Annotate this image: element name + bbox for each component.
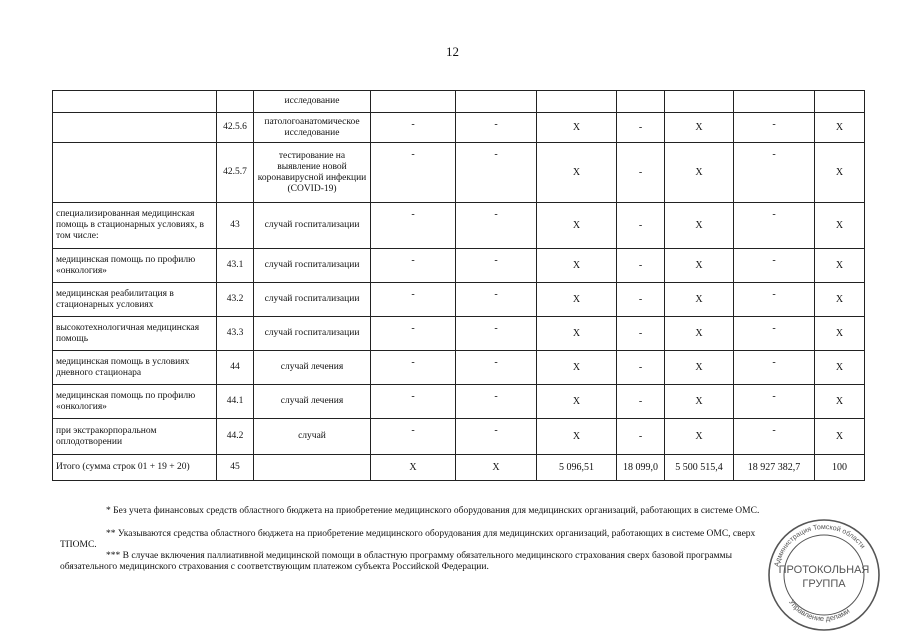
table-row bbox=[53, 249, 865, 283]
value-cell: - bbox=[734, 249, 815, 283]
value-cell: - bbox=[734, 143, 815, 203]
row-name-cell: медицинская помощь в условиях дневного стационара bbox=[53, 351, 217, 385]
value-cell: 18 927 382,7 bbox=[734, 455, 815, 481]
value-cell: - bbox=[371, 283, 456, 317]
value-cell: - bbox=[371, 143, 456, 203]
value-cell: - bbox=[734, 283, 815, 317]
value-cell: - bbox=[617, 113, 665, 143]
value-cell: - bbox=[371, 249, 456, 283]
value-cell: X bbox=[665, 419, 734, 455]
value-cell: X bbox=[665, 317, 734, 351]
value-cell: X bbox=[537, 283, 617, 317]
row-code-cell: 44.2 bbox=[217, 419, 254, 455]
value-cell: - bbox=[456, 351, 537, 385]
row-code-cell: 43 bbox=[217, 203, 254, 249]
value-cell: - bbox=[371, 317, 456, 351]
value-cell: - bbox=[371, 385, 456, 419]
value-cell: - bbox=[734, 113, 815, 143]
svg-text:Управление делами bbox=[787, 598, 851, 623]
protocol-stamp bbox=[760, 515, 888, 633]
stamp-top-text: Администрация Томской области bbox=[773, 523, 866, 568]
value-cell: X bbox=[537, 351, 617, 385]
svg-text:Администрация Томской области bbox=[774, 524, 866, 568]
value-cell: - bbox=[371, 351, 456, 385]
footnote-2: ** Указываются средства областного бюджета на приобретение медицинского оборудования для медицинских организаций, работающих в системе ОМС, сверх bbox=[106, 529, 756, 539]
table-row bbox=[53, 419, 865, 455]
value-cell: X bbox=[371, 455, 456, 481]
row-unit-cell: случай bbox=[254, 419, 371, 455]
value-cell: 5 500 515,4 bbox=[665, 455, 734, 481]
value-cell: - bbox=[617, 419, 665, 455]
stamp-center-line-2: ГРУППА bbox=[802, 578, 846, 590]
row-name-cell: медицинская реабилитация в стационарных условиях bbox=[53, 283, 217, 317]
value-cell: X bbox=[537, 249, 617, 283]
data-table bbox=[52, 90, 865, 481]
footnotes bbox=[60, 506, 848, 573]
row-name-cell: специализированная медицинская помощь в стационарных условиях, в том числе: bbox=[53, 203, 217, 249]
row-code-cell: 44 bbox=[217, 351, 254, 385]
value-cell: X bbox=[815, 419, 865, 455]
value-cell bbox=[734, 91, 815, 113]
row-unit-cell: патологоанатомическое исследование bbox=[254, 113, 371, 143]
value-cell: - bbox=[617, 143, 665, 203]
value-cell: - bbox=[456, 249, 537, 283]
row-unit-cell: исследование bbox=[254, 91, 371, 113]
value-cell: X bbox=[815, 351, 865, 385]
row-name-cell: Итого (сумма строк 01 + 19 + 20) bbox=[53, 455, 217, 481]
row-code-cell: 42.5.7 bbox=[217, 143, 254, 203]
value-cell: X bbox=[665, 113, 734, 143]
row-unit-cell: случай госпитализации bbox=[254, 249, 371, 283]
value-cell: - bbox=[371, 419, 456, 455]
value-cell: - bbox=[456, 419, 537, 455]
value-cell: - bbox=[617, 283, 665, 317]
table-row bbox=[53, 91, 865, 113]
value-cell: - bbox=[456, 113, 537, 143]
page-number: 12 bbox=[446, 44, 459, 59]
value-cell: X bbox=[815, 249, 865, 283]
value-cell bbox=[665, 91, 734, 113]
value-cell: X bbox=[537, 113, 617, 143]
value-cell: X bbox=[537, 317, 617, 351]
value-cell: - bbox=[456, 317, 537, 351]
row-unit-cell: случай лечения bbox=[254, 351, 371, 385]
row-code-cell bbox=[217, 91, 254, 113]
table-row bbox=[53, 455, 865, 481]
table-row bbox=[53, 283, 865, 317]
value-cell: X bbox=[537, 143, 617, 203]
value-cell bbox=[537, 91, 617, 113]
row-code-cell: 45 bbox=[217, 455, 254, 481]
row-name-cell bbox=[53, 143, 217, 203]
table-row bbox=[53, 385, 865, 419]
row-name-cell: медицинская помощь по профилю «онкология» bbox=[53, 249, 217, 283]
value-cell: X bbox=[815, 283, 865, 317]
value-cell: X bbox=[815, 113, 865, 143]
row-unit-cell: случай госпитализации bbox=[254, 283, 371, 317]
value-cell: X bbox=[665, 385, 734, 419]
row-unit-cell: случай госпитализации bbox=[254, 317, 371, 351]
value-cell bbox=[456, 91, 537, 113]
value-cell: - bbox=[734, 419, 815, 455]
value-cell: - bbox=[456, 203, 537, 249]
stamp-center-line-1: ПРОТОКОЛЬНАЯ bbox=[778, 564, 870, 576]
value-cell: X bbox=[665, 143, 734, 203]
value-cell: X bbox=[815, 143, 865, 203]
value-cell bbox=[371, 91, 456, 113]
table-row bbox=[53, 203, 865, 249]
row-unit-cell: случай лечения bbox=[254, 385, 371, 419]
value-cell: X bbox=[665, 351, 734, 385]
value-cell: - bbox=[734, 317, 815, 351]
value-cell: - bbox=[456, 143, 537, 203]
value-cell: - bbox=[617, 249, 665, 283]
footnote-3-continued: обязательного медицинского страхования с соответствующим платежом субъекта Российской Федерации. bbox=[60, 562, 489, 572]
value-cell: X bbox=[537, 203, 617, 249]
row-code-cell: 44.1 bbox=[217, 385, 254, 419]
row-unit-cell bbox=[254, 455, 371, 481]
value-cell: - bbox=[371, 203, 456, 249]
row-name-cell bbox=[53, 113, 217, 143]
value-cell bbox=[617, 91, 665, 113]
row-name-cell: медицинская помощь по профилю «онкология» bbox=[53, 385, 217, 419]
value-cell: - bbox=[371, 113, 456, 143]
table-row bbox=[53, 113, 865, 143]
footnote-2-continued: ТПОМС. bbox=[60, 540, 97, 550]
value-cell: 5 096,51 bbox=[537, 455, 617, 481]
value-cell: - bbox=[617, 385, 665, 419]
row-code-cell: 43.3 bbox=[217, 317, 254, 351]
value-cell: X bbox=[665, 203, 734, 249]
row-code-cell: 43.1 bbox=[217, 249, 254, 283]
value-cell bbox=[815, 91, 865, 113]
value-cell: 18 099,0 bbox=[617, 455, 665, 481]
value-cell: X bbox=[537, 419, 617, 455]
footnote-3: *** В случае включения паллиативной медицинской помощи в областную программу обязательного медицинского страхования сверх базовой программы bbox=[106, 551, 732, 561]
value-cell: X bbox=[665, 283, 734, 317]
value-cell: - bbox=[734, 385, 815, 419]
value-cell: 100 bbox=[815, 455, 865, 481]
value-cell: - bbox=[734, 351, 815, 385]
table-row bbox=[53, 351, 865, 385]
row-unit-cell: тестирование на выявление новой коронавирусной инфекции (COVID-19) bbox=[254, 143, 371, 203]
row-code-cell: 42.5.6 bbox=[217, 113, 254, 143]
value-cell: X bbox=[815, 203, 865, 249]
row-code-cell: 43.2 bbox=[217, 283, 254, 317]
stamp-bottom-text: Управление делами bbox=[787, 597, 852, 624]
value-cell: X bbox=[665, 249, 734, 283]
footnote-1: * Без учета финансовых средств областного бюджета на приобретение медицинского оборудования для медицинских организаций, работающих в системе ОМС. bbox=[106, 506, 760, 516]
value-cell: - bbox=[456, 385, 537, 419]
value-cell: - bbox=[734, 203, 815, 249]
table-row bbox=[53, 143, 865, 203]
row-unit-cell: случай госпитализации bbox=[254, 203, 371, 249]
value-cell: X bbox=[815, 385, 865, 419]
value-cell: - bbox=[617, 203, 665, 249]
value-cell: - bbox=[617, 317, 665, 351]
value-cell: - bbox=[456, 283, 537, 317]
table-row bbox=[53, 317, 865, 351]
value-cell: - bbox=[617, 351, 665, 385]
row-name-cell bbox=[53, 91, 217, 113]
row-name-cell: высокотехнологичная медицинская помощь bbox=[53, 317, 217, 351]
row-name-cell: при экстракорпоральном оплодотворении bbox=[53, 419, 217, 455]
value-cell: X bbox=[456, 455, 537, 481]
value-cell: X bbox=[537, 385, 617, 419]
value-cell: X bbox=[815, 317, 865, 351]
